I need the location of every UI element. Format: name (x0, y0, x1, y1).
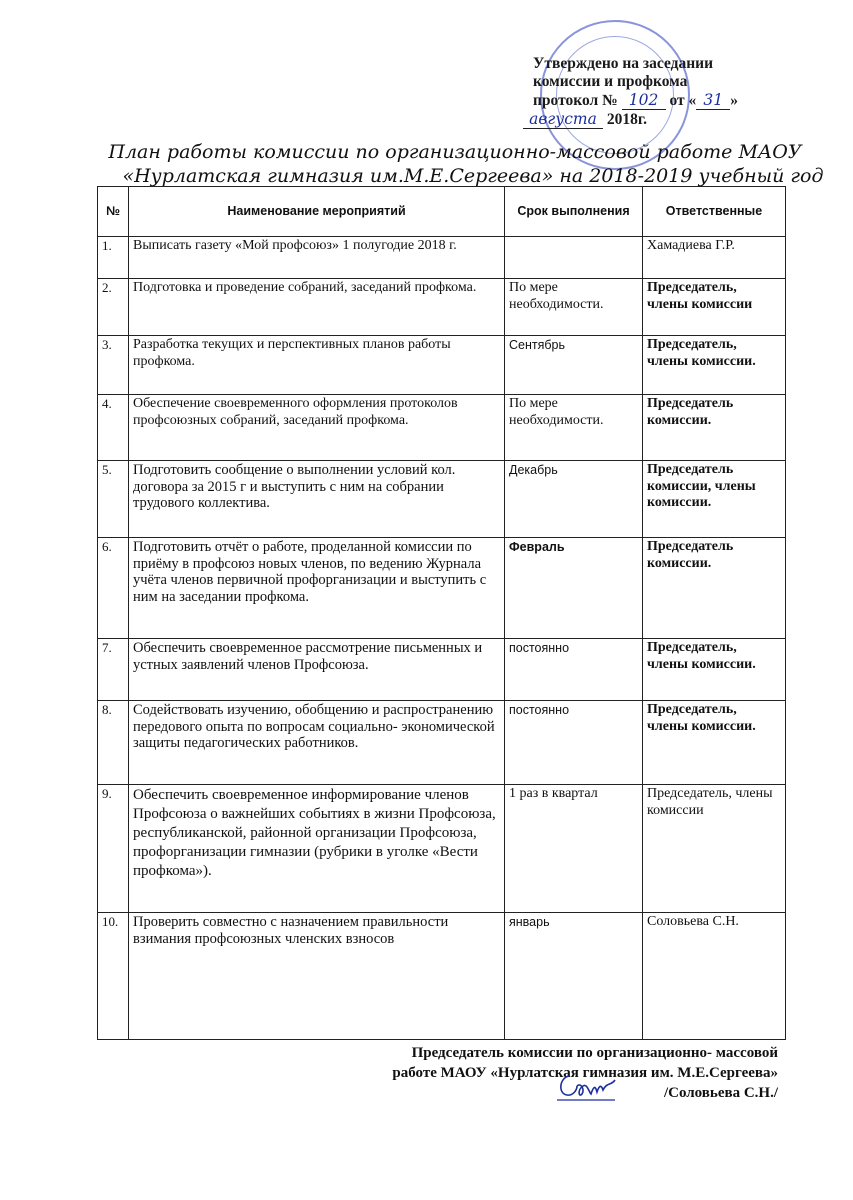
protocol-prefix: протокол № (533, 92, 618, 109)
row-event: Подготовка и проведение собраний, заседаний профкома. (129, 279, 505, 336)
approval-block (529, 55, 793, 129)
row-num: 4. (98, 395, 129, 461)
row-num: 9. (98, 785, 129, 913)
footer-line-1: Председатель комиссии по организационно- массовой (411, 1045, 778, 1061)
row-event: Проверить совместно с назначением правильности взимания профсоюзных членских взносов (129, 913, 505, 1040)
header-deadline: Срок выполнения (505, 187, 643, 237)
row-responsible: Хамадиева Г.Р. (643, 237, 786, 279)
approval-month: августа (523, 110, 603, 129)
row-event: Разработка текущих и перспективных планов работы профкома. (129, 336, 505, 395)
table-row (98, 701, 786, 785)
approval-protocol-line (533, 91, 793, 110)
row-event: Обеспечить своевременное рассмотрение письменных и устных заявлений членов Профсоюза. (129, 639, 505, 701)
row-event: Обеспечить своевременное информирование членов Профсоюза о важнейших событиях в жизни Профсоюза, республиканской, районной организации Профсоюза, профорганизации гимназии (рубрики в уголке «Вести профкома»). (129, 785, 505, 913)
row-deadline: По мере необходимости. (505, 395, 643, 461)
date-suffix: » (730, 92, 738, 109)
row-responsible: Председатель, члены комиссии (643, 279, 786, 336)
row-deadline: постоянно (505, 701, 643, 785)
approval-day: 31 (696, 91, 730, 110)
row-num: 8. (98, 701, 129, 785)
table-row (98, 913, 786, 1040)
row-num: 2. (98, 279, 129, 336)
table-row (98, 336, 786, 395)
table-row (98, 639, 786, 701)
row-responsible: Председатель комиссии. (643, 395, 786, 461)
row-responsible: Председатель, члены комиссии. (643, 639, 786, 701)
row-event: Подготовить отчёт о работе, проделанной комиссии по приёму в профсоюз новых членов, по ведению Журнала учёта членов первичной профорганизации и выступить с ним на заседании профкома. (129, 538, 505, 639)
table-row (98, 461, 786, 538)
header-responsible: Ответственные (643, 187, 786, 237)
table-row (98, 538, 786, 639)
approval-line-1: Утверждено на заседании (533, 55, 714, 72)
row-num: 6. (98, 538, 129, 639)
approval-date-line (523, 110, 793, 129)
footer-signature-block (258, 1043, 778, 1103)
row-deadline: Сентябрь (505, 336, 643, 395)
header-event: Наименование мероприятий (129, 187, 505, 237)
row-deadline: По мере необходимости. (505, 279, 643, 336)
row-num: 7. (98, 639, 129, 701)
row-deadline: 1 раз в квартал (505, 785, 643, 913)
table-row (98, 279, 786, 336)
row-deadline: постоянно (505, 639, 643, 701)
header-num: № (98, 187, 129, 237)
date-prefix: от « (669, 92, 697, 109)
title-line-1: План работы комиссии по организационно-массовой работе МАОУ (108, 141, 802, 163)
row-responsible: Председатель, члены комиссии (643, 785, 786, 913)
row-responsible: Председатель комиссии. (643, 538, 786, 639)
row-event: Выписать газету «Мой профсоюз» 1 полугодие 2018 г. (129, 237, 505, 279)
row-responsible: Соловьева С.Н. (643, 913, 786, 1040)
row-responsible: Председатель комиссии, члены комиссии. (643, 461, 786, 538)
title-line-2: «Нурлатская гимназия им.М.Е.Сергеева» на 2018-2019 учебный год (122, 165, 824, 187)
row-deadline: Февраль (505, 538, 643, 639)
row-event: Обеспечение своевременного оформления протоколов профсоюзных собраний, заседаний профкома. (129, 395, 505, 461)
row-deadline: январь (505, 913, 643, 1040)
row-num: 3. (98, 336, 129, 395)
row-deadline: Декабрь (505, 461, 643, 538)
row-responsible: Председатель, члены комиссии. (643, 701, 786, 785)
row-num: 1. (98, 237, 129, 279)
row-deadline (505, 237, 643, 279)
row-num: 10. (98, 913, 129, 1040)
approval-line-2: комиссии и профкома (533, 73, 688, 90)
plan-table (97, 186, 786, 1040)
protocol-number: 102 (622, 91, 666, 110)
table-header-row (98, 187, 786, 237)
row-event: Содействовать изучению, обобщению и распространению передового опыта по вопросам социально- экономической защиты педагогических работников. (129, 701, 505, 785)
approval-year: 2018г. (606, 111, 648, 128)
row-responsible: Председатель, члены комиссии. (643, 336, 786, 395)
row-num: 5. (98, 461, 129, 538)
footer-signature-name: /Соловьева С.Н./ (663, 1085, 778, 1101)
table-row (98, 785, 786, 913)
footer-line-2: работе МАОУ «Нурлатская гимназия им. М.Е.Сергеева» (392, 1065, 778, 1081)
table-row (98, 395, 786, 461)
table-row (98, 237, 786, 279)
handwritten-signature-icon (555, 1068, 617, 1104)
row-event: Подготовить сообщение о выполнении условий кол. договора за 2015 г и выступить с ним на собрании трудового коллектива. (129, 461, 505, 538)
page-title (95, 140, 824, 188)
